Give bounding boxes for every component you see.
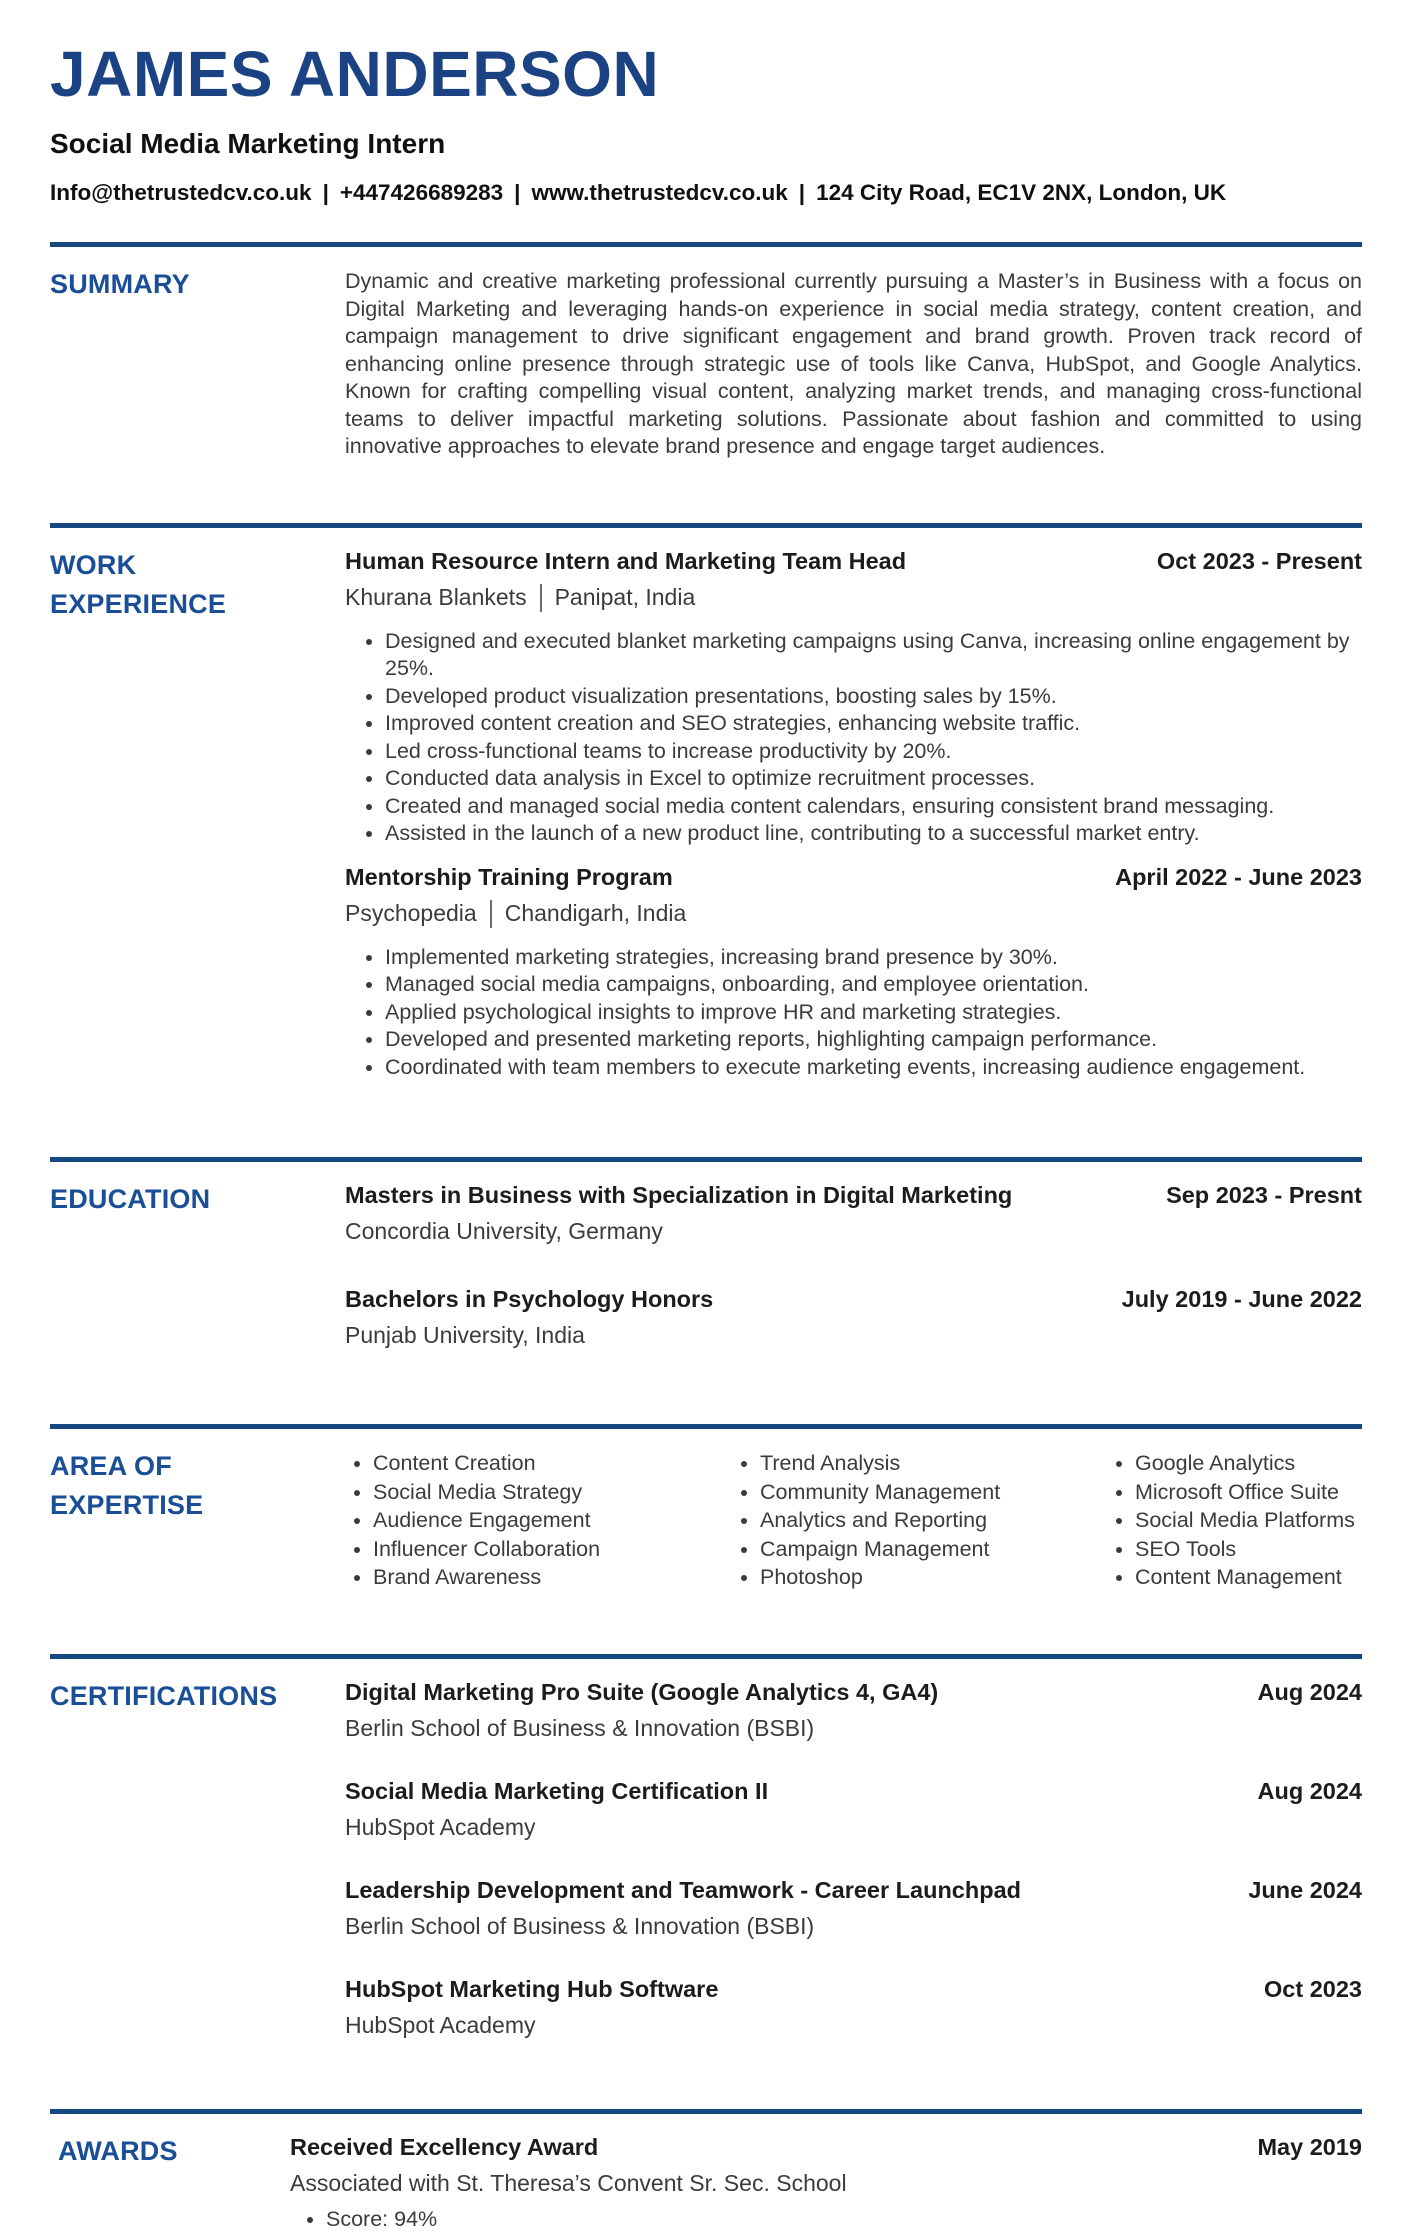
expertise-title-column xyxy=(50,1447,345,1618)
certifications-title-column xyxy=(50,1677,345,2073)
certification-entry xyxy=(345,1875,1362,1941)
section-certifications xyxy=(50,1654,1362,2073)
award-entry xyxy=(290,2132,1362,2233)
certifications-body xyxy=(345,1677,1362,2073)
skill-item: • Social Media Strategy xyxy=(373,1478,732,1507)
certification-entry xyxy=(345,1974,1362,2040)
expertise-heading: AREA OF EXPERTISE xyxy=(50,1447,282,1525)
skill-item: • Google Analytics xyxy=(1135,1449,1362,1478)
bullet-item: • Improved content creation and SEO strategies, enhancing website traffic. xyxy=(385,710,1362,738)
skill-item: • Trend Analysis xyxy=(760,1449,1107,1478)
job-location: Panipat, India xyxy=(555,584,696,610)
divider-bar xyxy=(490,900,492,928)
summary-heading: SUMMARY xyxy=(50,265,282,304)
skill-item: • Analytics and Reporting xyxy=(760,1506,1107,1535)
person-name: JAMES ANDERSON xyxy=(50,42,1362,106)
job-entry xyxy=(345,546,1362,848)
award-bullet-list xyxy=(290,2206,1362,2233)
education-entry xyxy=(345,1180,1362,1246)
certification-dates: Aug 2024 xyxy=(1238,1677,1363,1707)
degree-name: Masters in Business with Specialization in Digital Marketing xyxy=(345,1180,1012,1210)
bullet-item: • Implemented marketing strategies, increasing brand presence by 30%. xyxy=(385,944,1362,972)
expertise-columns xyxy=(345,1447,1362,1592)
skill-item: • Social Media Platforms xyxy=(1135,1506,1362,1535)
work-title-column xyxy=(50,546,345,1122)
job-location: Chandigarh, India xyxy=(505,900,687,926)
job-company-line xyxy=(345,582,1362,612)
bullet-item: • Developed and presented marketing reports, highlighting campaign performance. xyxy=(385,1026,1362,1054)
education-entry xyxy=(345,1284,1362,1350)
award-detail: Associated with St. Theresa’s Convent Sr. Sec. School xyxy=(290,2168,1362,2198)
certification-entry xyxy=(345,1776,1362,1842)
contact-address: 124 City Road, EC1V 2NX, London, UK xyxy=(816,180,1226,205)
job-dates: April 2022 - June 2023 xyxy=(1095,862,1362,892)
contact-website: www.thetrustedcv.co.uk xyxy=(531,180,787,205)
contact-divider: | xyxy=(799,180,805,206)
certification-dates: June 2024 xyxy=(1228,1875,1362,1905)
contact-divider: | xyxy=(514,180,520,206)
skill-item: • Content Creation xyxy=(373,1449,732,1478)
certification-name: Social Media Marketing Certification II xyxy=(345,1776,768,1806)
job-company-line xyxy=(345,898,1362,928)
divider-bar xyxy=(540,584,542,612)
certification-name: HubSpot Marketing Hub Software xyxy=(345,1974,718,2004)
job-role: Human Resource Intern and Marketing Team Head xyxy=(345,546,906,576)
skill-item: • Audience Engagement xyxy=(373,1506,732,1535)
award-header xyxy=(290,2132,1362,2162)
expertise-column xyxy=(732,1449,1107,1592)
awards-body xyxy=(290,2132,1362,2233)
certifications-heading: CERTIFICATIONS xyxy=(50,1677,282,1716)
certification-dates: Aug 2024 xyxy=(1238,1776,1363,1806)
certification-org: HubSpot Academy xyxy=(345,1812,1362,1842)
education-heading: EDUCATION xyxy=(50,1180,282,1219)
degree-name: Bachelors in Psychology Honors xyxy=(345,1284,713,1314)
certification-header xyxy=(345,1875,1362,1905)
skill-item: • Community Management xyxy=(760,1478,1107,1507)
job-role: Mentorship Training Program xyxy=(345,862,673,892)
job-dates: Oct 2023 - Present xyxy=(1137,546,1362,576)
bullet-item: • Created and managed social media content calendars, ensuring consistent brand messaging. xyxy=(385,793,1362,821)
section-education xyxy=(50,1157,1362,1388)
education-title-column xyxy=(50,1180,345,1388)
job-company: Khurana Blankets xyxy=(345,584,527,610)
skill-item: • Brand Awareness xyxy=(373,1563,732,1592)
skill-item: • Microsoft Office Suite xyxy=(1135,1478,1362,1507)
job-header xyxy=(345,862,1362,892)
section-summary xyxy=(50,242,1362,487)
award-dates: May 2019 xyxy=(1237,2132,1362,2162)
skill-item: • Influencer Collaboration xyxy=(373,1535,732,1564)
job-bullet-list xyxy=(345,944,1362,1082)
bullet-item: • Coordinated with team members to execute marketing events, increasing audience engagement. xyxy=(385,1054,1362,1082)
skill-item: • Content Management xyxy=(1135,1563,1362,1592)
education-body xyxy=(345,1180,1362,1388)
certification-org: HubSpot Academy xyxy=(345,2010,1362,2040)
contact-phone: +447426689283 xyxy=(340,180,503,205)
school-name: Punjab University, India xyxy=(345,1320,1362,1350)
summary-body xyxy=(345,265,1362,487)
certification-entry xyxy=(345,1677,1362,1743)
expertise-column xyxy=(345,1449,732,1592)
skill-item: • Photoshop xyxy=(760,1563,1107,1592)
job-header xyxy=(345,546,1362,576)
expertise-body xyxy=(345,1447,1362,1618)
bullet-item: • Score: 94% xyxy=(326,2206,1362,2233)
summary-paragraph: Dynamic and creative marketing professional currently pursuing a Master’s in Business with a focus on Digital Marketing and leveraging hands-on experience in social media strategy, content creation, and campaign management to drive significant engagement and brand growth. Proven track record of enhancing online presence through strategic use of tools like Canva, HubSpot, and Google Analytics. Known for crafting compelling visual content, analyzing market trends, and managing cross-functional teams to deliver impactful marketing solutions. Passionate about fashion and committed to using innovative approaches to elevate brand presence and engage target audiences. xyxy=(345,268,1362,487)
award-name: Received Excellency Award xyxy=(290,2132,598,2162)
certification-org: Berlin School of Business & Innovation (BSBI) xyxy=(345,1713,1362,1743)
certification-header xyxy=(345,1776,1362,1806)
degree-dates: Sep 2023 - Presnt xyxy=(1146,1180,1362,1210)
bullet-item: • Assisted in the launch of a new product line, contributing to a successful market entry. xyxy=(385,820,1362,848)
section-awards xyxy=(50,2109,1362,2233)
bullet-item: • Conducted data analysis in Excel to optimize recruitment processes. xyxy=(385,765,1362,793)
expertise-column xyxy=(1107,1449,1362,1592)
job-entry xyxy=(345,862,1362,1082)
skill-item: • Campaign Management xyxy=(760,1535,1107,1564)
school-name: Concordia University, Germany xyxy=(345,1216,1362,1246)
contact-divider: | xyxy=(323,180,329,206)
certification-header xyxy=(345,1677,1362,1707)
awards-title-column xyxy=(50,2132,290,2233)
skill-item: • SEO Tools xyxy=(1135,1535,1362,1564)
certification-org: Berlin School of Business & Innovation (BSBI) xyxy=(345,1911,1362,1941)
bullet-item: • Managed social media campaigns, onboarding, and employee orientation. xyxy=(385,971,1362,999)
bullet-item: • Designed and executed blanket marketing campaigns using Canva, increasing online engagement by 25%. xyxy=(385,628,1362,683)
education-header xyxy=(345,1180,1362,1210)
degree-dates: July 2019 - June 2022 xyxy=(1102,1284,1362,1314)
job-bullet-list xyxy=(345,628,1362,848)
summary-title-column xyxy=(50,265,345,487)
bullet-item: • Applied psychological insights to improve HR and marketing strategies. xyxy=(385,999,1362,1027)
certification-header xyxy=(345,1974,1362,2004)
bullet-item: • Led cross-functional teams to increase productivity by 20%. xyxy=(385,738,1362,766)
certification-name: Leadership Development and Teamwork - Career Launchpad xyxy=(345,1875,1021,1905)
work-experience-heading: WORK EXPERIENCE xyxy=(50,546,282,624)
job-company: Psychopedia xyxy=(345,900,477,926)
awards-heading: AWARDS xyxy=(58,2132,290,2171)
work-body xyxy=(345,546,1362,1122)
section-work-experience xyxy=(50,523,1362,1122)
contact-email: Info@thetrustedcv.co.uk xyxy=(50,180,312,205)
section-expertise xyxy=(50,1424,1362,1618)
education-header xyxy=(345,1284,1362,1314)
bullet-item: • Developed product visualization presentations, boosting sales by 15%. xyxy=(385,683,1362,711)
person-job-title: Social Media Marketing Intern xyxy=(50,128,1362,160)
contact-line xyxy=(50,180,1362,206)
certification-name: Digital Marketing Pro Suite (Google Analytics 4, GA4) xyxy=(345,1677,938,1707)
resume-header xyxy=(50,42,1362,206)
certification-dates: Oct 2023 xyxy=(1244,1974,1362,2004)
